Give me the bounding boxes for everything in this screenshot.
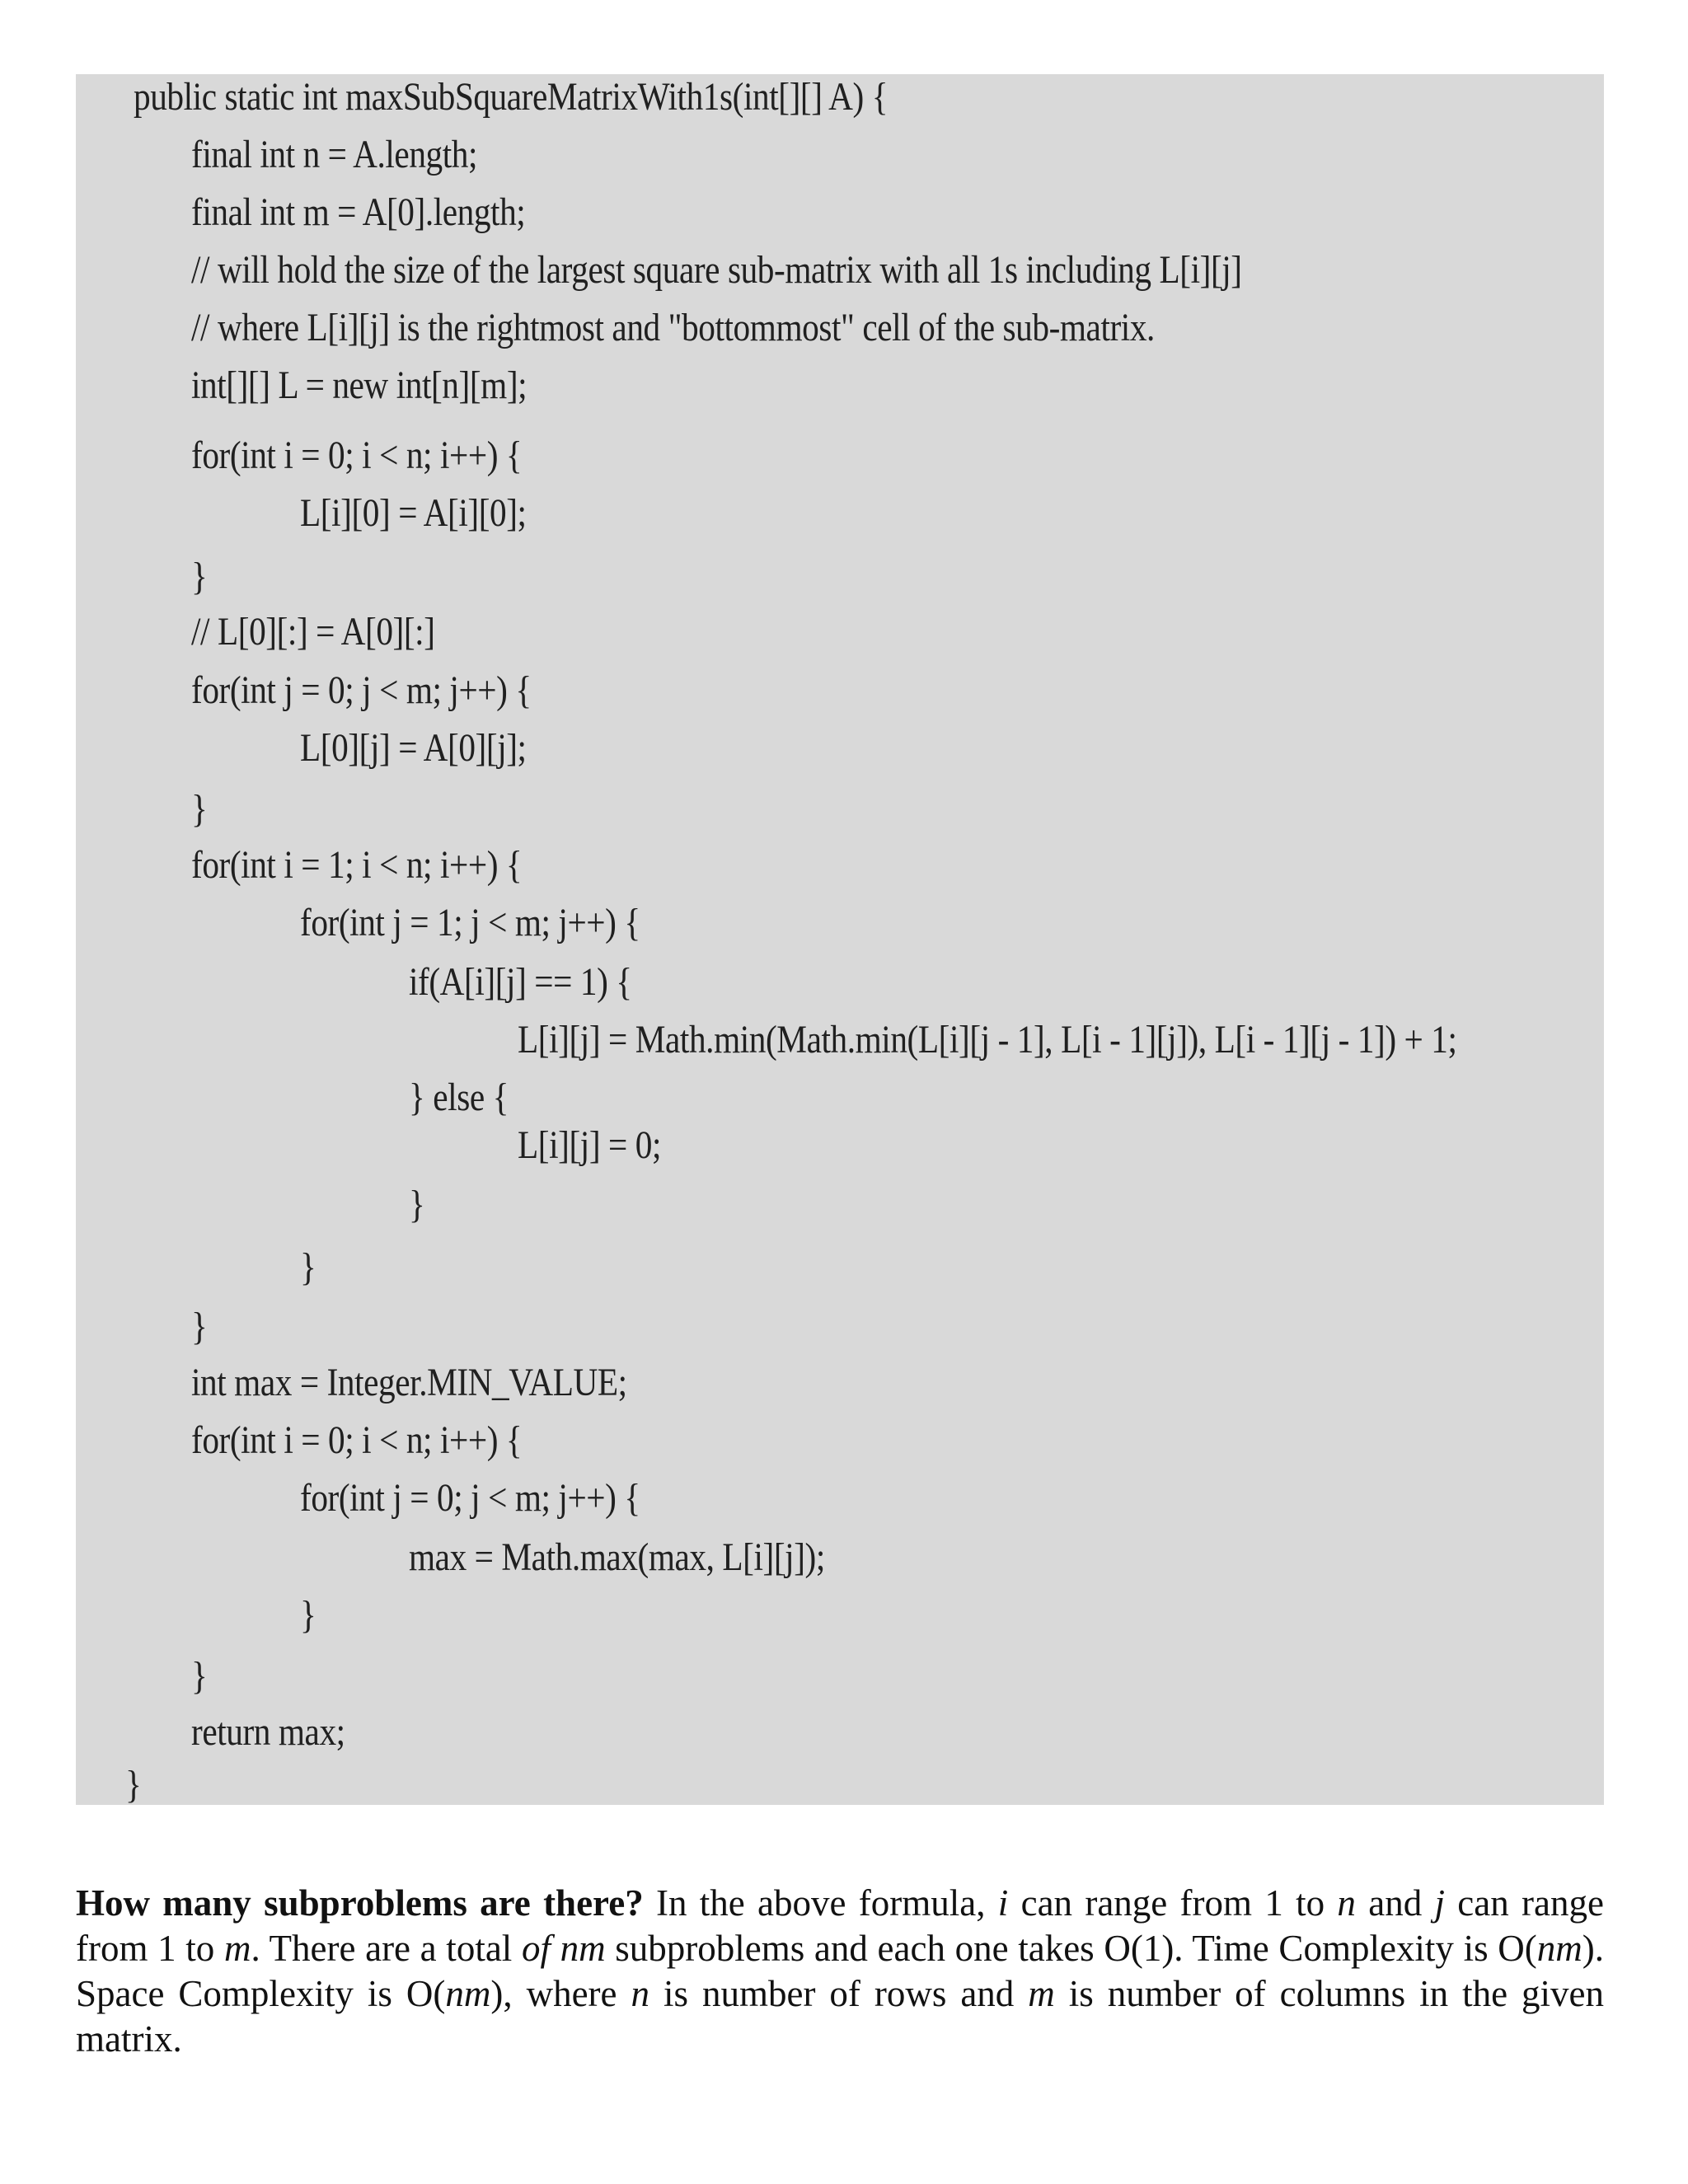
code-listing — [76, 74, 1604, 1805]
var-of-nm: of nm — [521, 1928, 606, 1969]
code-line-30: } — [125, 1763, 142, 1807]
text-segment: and — [1355, 1882, 1435, 1924]
code-line-4: // will hold the size of the largest square sub-matrix with all 1s including L[i][j] — [191, 248, 1242, 292]
code-line-12: L[0][j] = A[0][j]; — [300, 726, 527, 770]
code-line-5: // where L[i][j] is the rightmost and "bottommost" cell of the sub-matrix. — [191, 306, 1155, 349]
code-line-7: for(int i = 0; i < n; i++) { — [191, 434, 523, 477]
var-m: m — [223, 1928, 251, 1969]
code-line-19: L[i][j] = 0; — [518, 1123, 662, 1167]
code-line-16: if(A[i][j] == 1) { — [409, 960, 632, 1004]
code-line-27: } — [300, 1593, 316, 1637]
code-line-11: for(int j = 0; j < m; j++) { — [191, 668, 532, 712]
code-line-14: for(int i = 1; i < n; i++) { — [191, 843, 523, 887]
code-line-17: L[i][j] = Math.min(Math.min(L[i][j - 1], L[i - 1][j]), L[i - 1][j - 1]) + 1; — [518, 1018, 1457, 1062]
text-segment: ). Space Complexity is O( — [76, 1928, 1604, 2014]
code-line-23: int max = Integer.MIN_VALUE; — [191, 1361, 627, 1404]
code-line-28: } — [191, 1654, 208, 1698]
code-line-22: } — [191, 1305, 208, 1348]
text-segment: subproblems and each one takes O(1). Time Complexity is O( — [605, 1928, 1537, 1969]
var-nm: nm — [445, 1973, 491, 2014]
code-line-21: } — [300, 1245, 316, 1289]
code-line-1: public static int maxSubSquareMatrixWith1s(int[][] A) { — [134, 75, 889, 119]
var-n: n — [1337, 1882, 1356, 1924]
complexity-paragraph — [76, 1881, 1604, 2062]
code-line-15: for(int j = 1; j < m; j++) { — [300, 901, 640, 944]
var-i: i — [997, 1882, 1009, 1924]
code-line-29: return max; — [191, 1710, 345, 1754]
text-segment: . There are a total — [251, 1928, 522, 1969]
code-line-26: max = Math.max(max, L[i][j]); — [409, 1535, 825, 1579]
var-n: n — [631, 1973, 649, 2014]
paragraph-heading: How many subproblems are there? — [76, 1882, 644, 1924]
text-segment: is number of rows and — [649, 1973, 1029, 2014]
var-j: j — [1434, 1882, 1445, 1924]
code-line-2: final int n = A.length; — [191, 133, 478, 176]
var-m: m — [1028, 1973, 1055, 2014]
code-line-9: } — [191, 555, 208, 598]
text-segment: can range from 1 to — [1008, 1882, 1338, 1924]
code-line-20: } — [409, 1183, 425, 1226]
code-line-13: } — [191, 787, 208, 831]
code-line-8: L[i][0] = A[i][0]; — [300, 491, 527, 535]
text-segment: In the above formula, — [643, 1882, 998, 1924]
code-line-3: final int m = A[0].length; — [191, 190, 526, 234]
var-nm: nm — [1536, 1928, 1582, 1969]
text-segment: can range from 1 to — [76, 1882, 1604, 1969]
text-segment: is number of columns in the given matrix. — [76, 1973, 1605, 2060]
code-line-10: // L[0][:] = A[0][:] — [191, 610, 435, 654]
text-segment: ), where — [490, 1973, 631, 2014]
code-line-18: } else { — [409, 1076, 509, 1119]
code-line-6: int[][] L = new int[n][m]; — [191, 363, 528, 407]
code-line-25: for(int j = 0; j < m; j++) { — [300, 1476, 640, 1520]
code-line-24: for(int i = 0; i < n; i++) { — [191, 1418, 523, 1462]
